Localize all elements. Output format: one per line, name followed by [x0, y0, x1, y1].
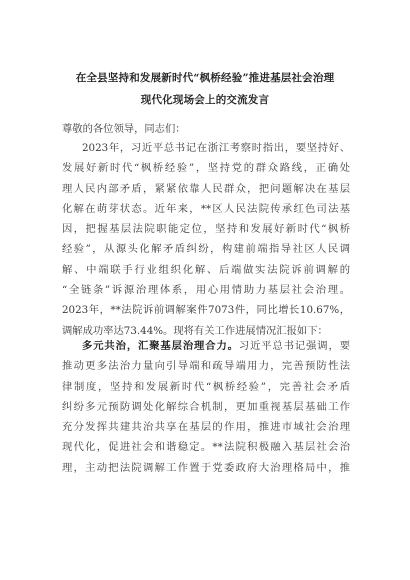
paragraph-2-heading: 多元共治，汇聚基层治理合力。: [82, 340, 239, 352]
paragraph-1-line: 理人民内部矛盾，紧紧依靠人民群众，把问题解决在基层: [62, 182, 350, 195]
document-title: [40, 67, 370, 111]
paragraph-1-line: 2023年，**法院诉前调解案件7073件，同比增长10.67%，: [62, 304, 350, 317]
paragraph-1-line: 化解在萌芽状态。近年来，**区人民法院传承红色司法基: [62, 202, 350, 215]
paragraph-1-line: “全链条”诉源治理体系，用心用情助力基层社会治理。: [62, 284, 350, 297]
title-line-1: 在全县坚持和发展新时代“枫桥经验”推进基层社会治理: [75, 72, 335, 84]
paragraph-2-line: 现代化，促进社会和谐稳定。**法院积极融入基层社会治: [62, 441, 350, 454]
paragraph-1-line: 发展好新时代“枫桥经验”，坚持党的群众路线，正确处: [62, 162, 350, 175]
paragraph-2-first-text: 习近平总书记强调，要: [238, 340, 350, 352]
paragraph-2-line: 理，主动把法院调解工作置于党委政府大治理格局中，推: [62, 461, 350, 474]
paragraph-2-line: 纠纷多元预防调处化解综合机制，更加重视基层基础工作: [62, 400, 350, 413]
paragraph-1: [62, 138, 350, 341]
paragraph-2-line: 推动更多法治力量向引导端和疏导端用力，完善预防性法: [62, 360, 350, 373]
paragraph-1-line: 调解成功率达73.44%。现将有关工作进展情况汇报如下：: [62, 324, 328, 337]
paragraph-1-line: 因，把握基层法院职能定位，坚持和发展好新时代“枫桥: [62, 223, 350, 236]
paragraph-1-line: 2023年，习近平总书记在浙江考察时指出，要坚持好、: [82, 142, 350, 154]
paragraph-2-line: 律制度，坚持和发展新时代“枫桥经验”，完善社会矛盾: [62, 380, 350, 393]
title-line-2: 现代化现场会上的交流发言: [140, 94, 270, 106]
paragraph-1-line: 经验”，从源头化解矛盾纠纷，构建前端指导社区人民调: [62, 243, 350, 256]
paragraph-1-line: 解、中端联手行业组织化解、后端做实法院诉前调解的: [62, 263, 350, 276]
paragraph-2-line: 充分发挥共建共治共享在基层的作用，推进市域社会治理: [62, 421, 350, 434]
paragraph-2-first-line: [62, 336, 350, 356]
salutation: 尊敬的各位领导，同志们：: [62, 123, 186, 135]
paragraph-2: [62, 336, 350, 478]
